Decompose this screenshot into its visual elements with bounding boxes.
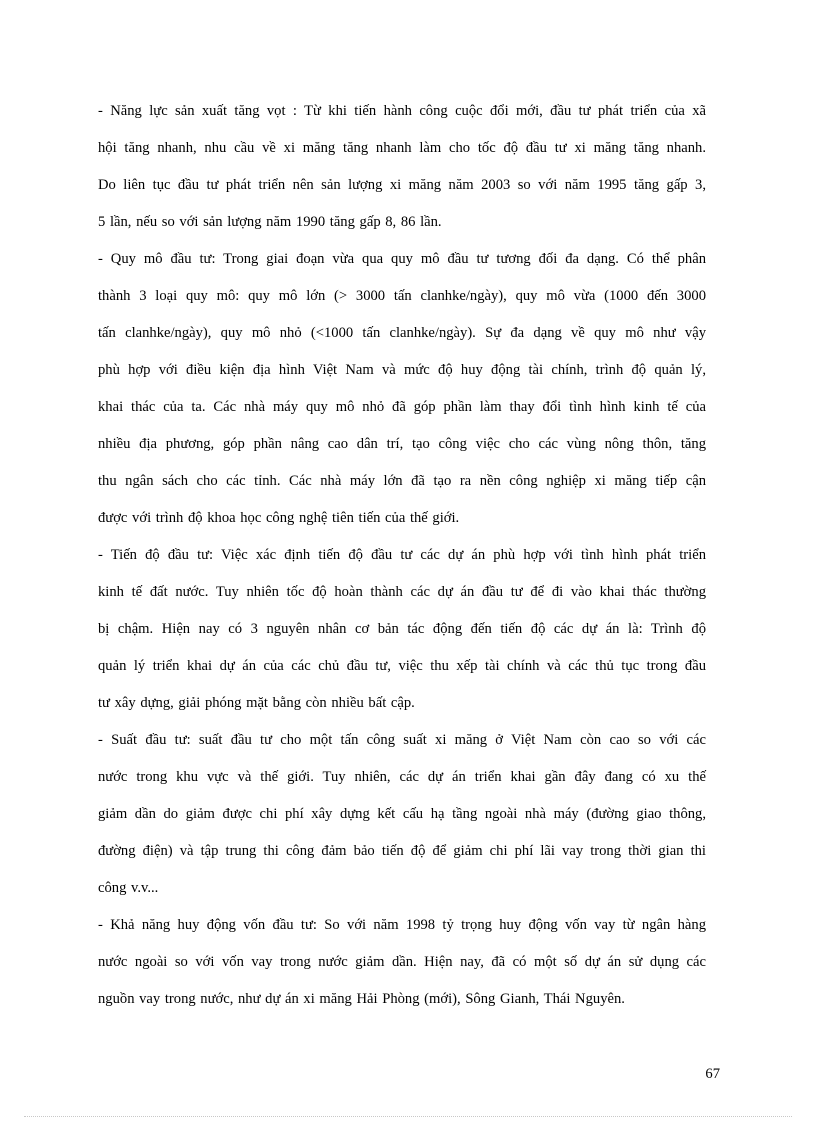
text-line: - Tiến độ đầu tư: Việc xác định tiến độ đầu tư các dự án phù hợp với tình hình phát triển bbox=[98, 547, 706, 563]
text-line: phù hợp với điều kiện địa hình Việt Nam và mức độ huy động tài chính, trình độ quản lý, bbox=[98, 362, 706, 378]
text-line: khai thác của ta. Các nhà máy quy mô nhỏ đã góp phần làm thay đổi tình hình kinh tế của bbox=[98, 399, 706, 415]
text-line: thu ngân sách cho các tỉnh. Các nhà máy lớn đã tạo ra nền công nghiệp xi măng tiếp cận bbox=[98, 473, 706, 489]
text-line: quản lý triển khai dự án của các chủ đầu tư, việc thu xếp tài chính và các thủ tục trong đầu bbox=[98, 658, 706, 674]
text-line: hội tăng nhanh, nhu cầu về xi măng tăng nhanh làm cho tốc độ đầu tư xi măng tăng nhanh. bbox=[98, 140, 706, 156]
text-line: Do liên tục đầu tư phát triển nên sản lượng xi măng năm 2003 so với năm 1995 tăng gấp 3, bbox=[98, 177, 706, 193]
text-line: nguồn vay trong nước, như dự án xi măng Hải Phòng (mới), Sông Gianh, Thái Nguyên. bbox=[98, 991, 625, 1007]
text-line: 5 lần, nếu so với sản lượng năm 1990 tăng gấp 8, 86 lần. bbox=[98, 214, 442, 230]
page-number: 67 bbox=[705, 1066, 720, 1082]
page-bottom-divider bbox=[24, 1116, 792, 1117]
text-line: nước trong khu vực và thế giới. Tuy nhiên, các dự án triển khai gần đây đang có xu thế bbox=[98, 769, 706, 785]
text-line: nước ngoài so với vốn vay trong nước giảm dần. Hiện nay, đã có một số dự án sử dụng các bbox=[98, 954, 706, 970]
text-line: - Suất đầu tư: suất đầu tư cho một tấn công suất xi măng ở Việt Nam còn cao so với các bbox=[98, 732, 706, 748]
text-line: - Năng lực sản xuất tăng vọt : Từ khi tiến hành công cuộc đổi mới, đầu tư phát triển của xã bbox=[98, 103, 706, 119]
text-line: nhiều địa phương, góp phần nâng cao dân trí, tạo công việc cho các vùng nông thôn, tăng bbox=[98, 436, 706, 452]
text-line: giảm dần do giảm được chi phí xây dựng kết cấu hạ tầng ngoài nhà máy (đường giao thông, bbox=[98, 806, 706, 822]
text-line: kinh tế đất nước. Tuy nhiên tốc độ hoàn thành các dự án đầu tư để đi vào khai thác thường bbox=[98, 584, 706, 600]
text-line: thành 3 loại quy mô: quy mô lớn (> 3000 tấn clanhke/ngày), quy mô vừa (1000 đến 3000 bbox=[98, 288, 706, 304]
text-line: bị chậm. Hiện nay có 3 nguyên nhân cơ bản tác động đến tiến độ các dự án là: Trình độ bbox=[98, 621, 706, 637]
text-line: - Quy mô đầu tư: Trong giai đoạn vừa qua quy mô đầu tư tương đối đa dạng. Có thể phân bbox=[98, 251, 706, 267]
text-line: tấn clanhke/ngày), quy mô nhỏ (<1000 tấn clanhke/ngày). Sự đa dạng về quy mô như vậy bbox=[98, 325, 706, 341]
text-line: công v.v... bbox=[98, 880, 159, 896]
text-line: đường điện) và tập trung thi công đảm bảo tiến độ để giảm chi phí lãi vay trong thời gian thi bbox=[98, 843, 706, 859]
text-line: - Khả năng huy động vốn đầu tư: So với năm 1998 tỷ trọng huy động vốn vay từ ngân hàng bbox=[98, 917, 706, 933]
text-line: được với trình độ khoa học công nghệ tiên tiến của thế giới. bbox=[98, 510, 460, 526]
text-line: tư xây dựng, giải phóng mặt bằng còn nhiều bất cập. bbox=[98, 695, 415, 711]
document-body bbox=[98, 93, 706, 1018]
